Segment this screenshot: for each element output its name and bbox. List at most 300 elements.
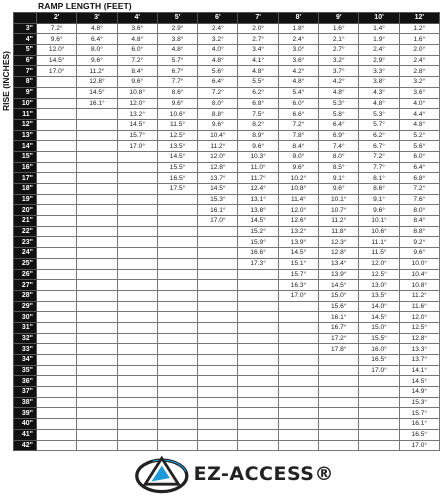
- angle-cell: [37, 184, 77, 195]
- angle-cell: [319, 429, 359, 440]
- table-body: [14, 23, 440, 451]
- angle-cell: 11.1°: [359, 237, 399, 248]
- table-row: [14, 248, 440, 259]
- angle-cell: 4.8°: [238, 66, 278, 77]
- angle-cell: 14.0°: [359, 301, 399, 312]
- angle-cell: 15.7°: [399, 408, 439, 419]
- angle-cell: 15.3°: [198, 194, 238, 205]
- angle-cell: 6.7°: [157, 66, 197, 77]
- angle-cell: 2.1°: [319, 34, 359, 45]
- table-row: [14, 408, 440, 419]
- angle-cell: 17.2°: [319, 333, 359, 344]
- table-row: [14, 365, 440, 376]
- angle-cell: [37, 301, 77, 312]
- angle-cell: [198, 387, 238, 398]
- angle-cell: 9.6°: [399, 248, 439, 259]
- angle-cell: 17.5°: [157, 184, 197, 195]
- angle-cell: [37, 194, 77, 205]
- rise-row-header: 8": [14, 77, 37, 88]
- column-header: 8': [278, 13, 318, 24]
- angle-cell: 4.8°: [117, 34, 157, 45]
- column-header: 6': [198, 13, 238, 24]
- angle-cell: 2.0°: [399, 45, 439, 56]
- rise-row-header: 13": [14, 130, 37, 141]
- angle-cell: [117, 194, 157, 205]
- angle-cell: 2.8°: [399, 66, 439, 77]
- angle-cell: 15.3°: [399, 397, 439, 408]
- angle-cell: [117, 355, 157, 366]
- angle-cell: 4.8°: [198, 55, 238, 66]
- angle-cell: [157, 280, 197, 291]
- table-row: [14, 66, 440, 77]
- angle-cell: 11.8°: [319, 226, 359, 237]
- angle-cell: 6.4°: [198, 77, 238, 88]
- column-header: 9': [319, 13, 359, 24]
- angle-cell: [117, 397, 157, 408]
- angle-cell: 10.8°: [399, 280, 439, 291]
- table-row: [14, 387, 440, 398]
- angle-cell: [117, 440, 157, 451]
- angle-cell: 12.8°: [319, 248, 359, 259]
- angle-cell: 3.0°: [278, 45, 318, 56]
- angle-cell: 15.0°: [359, 322, 399, 333]
- angle-cell: [359, 387, 399, 398]
- angle-cell: 2.4°: [198, 23, 238, 34]
- angle-cell: 7.2°: [359, 151, 399, 162]
- angle-cell: [359, 397, 399, 408]
- angle-cell: [198, 429, 238, 440]
- angle-cell: 5.8°: [319, 109, 359, 120]
- angle-cell: 10.6°: [359, 226, 399, 237]
- angle-cell: 13.4°: [319, 258, 359, 269]
- angle-cell: 12.0°: [359, 258, 399, 269]
- rise-row-header: 27": [14, 280, 37, 291]
- brand-logo: [134, 452, 334, 496]
- angle-cell: 9.1°: [359, 194, 399, 205]
- angle-cell: [117, 312, 157, 323]
- angle-cell: [359, 376, 399, 387]
- angle-cell: [198, 301, 238, 312]
- angle-cell: [37, 162, 77, 173]
- angle-cell: 4.0°: [399, 98, 439, 109]
- angle-cell: [117, 419, 157, 430]
- angle-cell: [157, 226, 197, 237]
- angle-cell: [238, 312, 278, 323]
- angle-cell: 9.6°: [37, 34, 77, 45]
- rise-row-header: 7": [14, 66, 37, 77]
- angle-cell: 2.7°: [319, 45, 359, 56]
- angle-cell: 4.8°: [399, 119, 439, 130]
- angle-cell: 14.1°: [399, 365, 439, 376]
- rise-row-header: 36": [14, 376, 37, 387]
- column-header: 5': [157, 13, 197, 24]
- angle-cell: 11.5°: [157, 119, 197, 130]
- angle-cell: 4.8°: [157, 45, 197, 56]
- table-row: [14, 23, 440, 34]
- angle-cell: [238, 322, 278, 333]
- angle-cell: 9.6°: [359, 205, 399, 216]
- angle-cell: [37, 365, 77, 376]
- table-row: [14, 258, 440, 269]
- angle-cell: 12.0°: [117, 98, 157, 109]
- angle-cell: [278, 322, 318, 333]
- angle-cell: 6.6°: [278, 109, 318, 120]
- angle-cell: [278, 365, 318, 376]
- ramp-triangle-logo-icon: [134, 452, 190, 496]
- table-row: [14, 77, 440, 88]
- angle-cell: [77, 322, 117, 333]
- angle-cell: 14.5°: [37, 55, 77, 66]
- angle-cell: 11.5°: [359, 248, 399, 259]
- angle-cell: [157, 205, 197, 216]
- rise-row-header: 30": [14, 312, 37, 323]
- angle-cell: [37, 119, 77, 130]
- angle-cell: 15.2°: [238, 226, 278, 237]
- angle-cell: 15.7°: [117, 130, 157, 141]
- angle-cell: 5.3°: [359, 109, 399, 120]
- rise-row-header: 6": [14, 55, 37, 66]
- angle-cell: 16.1°: [399, 419, 439, 430]
- angle-cell: 3.3°: [359, 66, 399, 77]
- angle-cell: 3.7°: [319, 66, 359, 77]
- angle-cell: 10.8°: [278, 184, 318, 195]
- table-row: [14, 355, 440, 366]
- angle-cell: 9.6°: [238, 141, 278, 152]
- angle-cell: [117, 344, 157, 355]
- angle-cell: 12.0°: [198, 151, 238, 162]
- angle-cell: [77, 376, 117, 387]
- angle-cell: [77, 301, 117, 312]
- angle-cell: [238, 280, 278, 291]
- angle-cell: [77, 355, 117, 366]
- angle-cell: [117, 365, 157, 376]
- angle-cell: [198, 333, 238, 344]
- angle-cell: 16.6°: [238, 248, 278, 259]
- angle-cell: [278, 419, 318, 430]
- table-row: [14, 141, 440, 152]
- angle-cell: 4.0°: [198, 45, 238, 56]
- rise-row-header: 34": [14, 355, 37, 366]
- angle-cell: 6.0°: [278, 98, 318, 109]
- angle-cell: 5.2°: [399, 130, 439, 141]
- table-row: [14, 205, 440, 216]
- table-row: [14, 55, 440, 66]
- rise-row-header: 32": [14, 333, 37, 344]
- angle-cell: [278, 376, 318, 387]
- angle-cell: [238, 333, 278, 344]
- angle-cell: [77, 109, 117, 120]
- angle-cell: [157, 440, 197, 451]
- column-header: 10': [359, 13, 399, 24]
- angle-cell: [77, 365, 117, 376]
- angle-cell: 12.8°: [77, 77, 117, 88]
- angle-cell: [77, 194, 117, 205]
- angle-cell: [37, 109, 77, 120]
- angle-cell: [37, 376, 77, 387]
- table-header-row: [14, 13, 440, 24]
- angle-cell: 4.1°: [238, 55, 278, 66]
- angle-cell: 15.5°: [359, 333, 399, 344]
- column-header: 7': [238, 13, 278, 24]
- rise-row-header: 16": [14, 162, 37, 173]
- angle-cell: 13.7°: [399, 355, 439, 366]
- table-row: [14, 45, 440, 56]
- angle-cell: 3.2°: [198, 34, 238, 45]
- angle-cell: 4.8°: [319, 87, 359, 98]
- angle-cell: 14.5°: [278, 248, 318, 259]
- angle-cell: [117, 290, 157, 301]
- angle-cell: 5.3°: [319, 98, 359, 109]
- angle-cell: [77, 312, 117, 323]
- angle-cell: [157, 258, 197, 269]
- angle-cell: [77, 429, 117, 440]
- table-row: [14, 151, 440, 162]
- angle-cell: [198, 355, 238, 366]
- angle-cell: [77, 408, 117, 419]
- rise-row-header: 21": [14, 216, 37, 227]
- angle-cell: [157, 419, 197, 430]
- angle-cell: 8.0°: [399, 205, 439, 216]
- angle-cell: [37, 87, 77, 98]
- angle-cell: [238, 419, 278, 430]
- angle-cell: 5.4°: [278, 87, 318, 98]
- rise-row-header: 38": [14, 397, 37, 408]
- angle-cell: [37, 290, 77, 301]
- angle-cell: [278, 387, 318, 398]
- angle-cell: [157, 387, 197, 398]
- angle-cell: [278, 429, 318, 440]
- angle-cell: [198, 312, 238, 323]
- angle-cell: 17.0°: [37, 66, 77, 77]
- angle-cell: [157, 397, 197, 408]
- angle-cell: 10.8°: [117, 87, 157, 98]
- angle-cell: [359, 419, 399, 430]
- angle-cell: [278, 344, 318, 355]
- rise-row-header: 4": [14, 34, 37, 45]
- angle-cell: 1.9°: [359, 34, 399, 45]
- angle-cell: [319, 387, 359, 398]
- angle-cell: 12.0°: [37, 45, 77, 56]
- angle-cell: 13.8°: [238, 205, 278, 216]
- angle-cell: 12.3°: [319, 237, 359, 248]
- angle-cell: 11.4°: [278, 194, 318, 205]
- rise-row-header: 11": [14, 109, 37, 120]
- table-row: [14, 397, 440, 408]
- angle-cell: [238, 344, 278, 355]
- angle-cell: [278, 333, 318, 344]
- angle-cell: 9.6°: [157, 98, 197, 109]
- angle-cell: 15.6°: [319, 301, 359, 312]
- angle-cell: 6.7°: [359, 141, 399, 152]
- angle-cell: 17.3°: [238, 258, 278, 269]
- column-header: 2': [37, 13, 77, 24]
- angle-cell: 11.0°: [238, 162, 278, 173]
- angle-cell: 8.9°: [238, 130, 278, 141]
- angle-cell: [77, 344, 117, 355]
- angle-cell: [157, 301, 197, 312]
- angle-cell: 13.1°: [238, 194, 278, 205]
- angle-cell: 14.5°: [77, 87, 117, 98]
- angle-cell: [198, 269, 238, 280]
- angle-cell: 3.2°: [399, 77, 439, 88]
- angle-cell: [37, 258, 77, 269]
- angle-cell: [37, 173, 77, 184]
- angle-cell: 13.0°: [359, 280, 399, 291]
- angle-cell: 12.5°: [399, 322, 439, 333]
- angle-cell: [278, 397, 318, 408]
- rise-row-header: 9": [14, 87, 37, 98]
- angle-cell: [117, 248, 157, 259]
- angle-cell: 7.7°: [359, 162, 399, 173]
- angle-cell: 16.7°: [319, 322, 359, 333]
- angle-cell: 6.2°: [359, 130, 399, 141]
- angle-cell: 6.4°: [399, 162, 439, 173]
- table-row: [14, 194, 440, 205]
- angle-cell: 6.4°: [319, 119, 359, 130]
- angle-cell: 7.6°: [399, 194, 439, 205]
- angle-cell: [238, 269, 278, 280]
- angle-cell: [198, 258, 238, 269]
- angle-cell: 14.5°: [319, 280, 359, 291]
- angle-cell: [37, 130, 77, 141]
- angle-cell: [117, 216, 157, 227]
- angle-cell: 8.4°: [117, 66, 157, 77]
- angle-cell: 8.1°: [359, 173, 399, 184]
- angle-cell: [319, 419, 359, 430]
- angle-cell: [37, 387, 77, 398]
- angle-cell: 8.8°: [198, 109, 238, 120]
- angle-cell: [157, 408, 197, 419]
- rise-row-header: 28": [14, 290, 37, 301]
- angle-cell: 3.8°: [157, 34, 197, 45]
- angle-cell: [238, 301, 278, 312]
- angle-cell: [37, 237, 77, 248]
- angle-cell: [198, 376, 238, 387]
- angle-cell: [238, 376, 278, 387]
- angle-cell: [77, 269, 117, 280]
- angle-cell: 12.8°: [198, 162, 238, 173]
- angle-cell: 17.0°: [399, 440, 439, 451]
- angle-cell: [117, 258, 157, 269]
- angle-cell: 11.2°: [77, 66, 117, 77]
- angle-cell: [238, 397, 278, 408]
- angle-cell: [37, 408, 77, 419]
- angle-cell: [77, 397, 117, 408]
- angle-cell: [238, 355, 278, 366]
- angle-cell: 7.4°: [319, 141, 359, 152]
- angle-cell: 13.5°: [157, 141, 197, 152]
- angle-cell: [319, 376, 359, 387]
- angle-cell: [37, 280, 77, 291]
- angle-cell: 8.0°: [198, 98, 238, 109]
- table-row: [14, 184, 440, 195]
- angle-cell: 16.3°: [278, 280, 318, 291]
- angle-cell: [238, 440, 278, 451]
- angle-cell: [238, 365, 278, 376]
- angle-cell: 4.4°: [399, 109, 439, 120]
- angle-cell: [77, 258, 117, 269]
- angle-cell: [117, 387, 157, 398]
- table-row: [14, 109, 440, 120]
- angle-cell: [198, 365, 238, 376]
- angle-cell: 13.7°: [198, 173, 238, 184]
- angle-cell: 5.5°: [238, 77, 278, 88]
- angle-cell: 10.4°: [198, 130, 238, 141]
- rise-row-header: 12": [14, 119, 37, 130]
- angle-cell: 5.7°: [157, 55, 197, 66]
- angle-cell: 14.5°: [399, 376, 439, 387]
- angle-cell: [77, 248, 117, 259]
- angle-cell: 11.2°: [399, 290, 439, 301]
- angle-cell: 1.2°: [399, 23, 439, 34]
- angle-cell: 2.9°: [157, 23, 197, 34]
- angle-cell: [157, 333, 197, 344]
- angle-cell: 8.0°: [319, 151, 359, 162]
- angle-cell: [117, 184, 157, 195]
- angle-cell: 2.0°: [238, 23, 278, 34]
- angle-cell: [77, 173, 117, 184]
- rise-row-header: 29": [14, 301, 37, 312]
- angle-cell: 8.5°: [319, 162, 359, 173]
- angle-cell: [238, 408, 278, 419]
- angle-cell: 12.0°: [399, 312, 439, 323]
- angle-cell: [117, 226, 157, 237]
- angle-cell: 4.8°: [359, 98, 399, 109]
- angle-cell: 13.9°: [319, 269, 359, 280]
- angle-cell: [278, 408, 318, 419]
- table-row: [14, 216, 440, 227]
- angle-cell: 16.5°: [359, 355, 399, 366]
- angle-cell: 5.7°: [359, 119, 399, 130]
- table-row: [14, 376, 440, 387]
- angle-cell: [117, 333, 157, 344]
- corner-cell: [14, 13, 37, 24]
- angle-cell: 14.5°: [359, 312, 399, 323]
- angle-cell: 10.1°: [319, 194, 359, 205]
- angle-cell: [117, 376, 157, 387]
- table-row: [14, 226, 440, 237]
- angle-cell: [37, 98, 77, 109]
- angle-cell: [198, 322, 238, 333]
- angle-cell: [37, 226, 77, 237]
- angle-cell: 7.2°: [198, 87, 238, 98]
- rise-row-header: 31": [14, 322, 37, 333]
- table-row: [14, 98, 440, 109]
- angle-cell: [319, 440, 359, 451]
- angle-cell: [77, 130, 117, 141]
- angle-cell: [359, 440, 399, 451]
- angle-cell: [37, 77, 77, 88]
- table-row: [14, 290, 440, 301]
- angle-cell: [37, 440, 77, 451]
- rise-row-header: 41": [14, 429, 37, 440]
- rise-row-header: 24": [14, 248, 37, 259]
- angle-cell: 7.2°: [37, 23, 77, 34]
- table-row: [14, 269, 440, 280]
- angle-cell: 12.5°: [359, 269, 399, 280]
- angle-cell: 9.2°: [399, 237, 439, 248]
- angle-cell: 6.8°: [399, 173, 439, 184]
- angle-cell: [198, 226, 238, 237]
- angle-cell: [77, 151, 117, 162]
- angle-cell: 16.1°: [77, 98, 117, 109]
- rise-row-header: 26": [14, 269, 37, 280]
- table-row: [14, 119, 440, 130]
- angle-cell: [77, 205, 117, 216]
- angle-cell: [37, 344, 77, 355]
- angle-cell: 8.6°: [359, 184, 399, 195]
- angle-cell: 3.4°: [238, 45, 278, 56]
